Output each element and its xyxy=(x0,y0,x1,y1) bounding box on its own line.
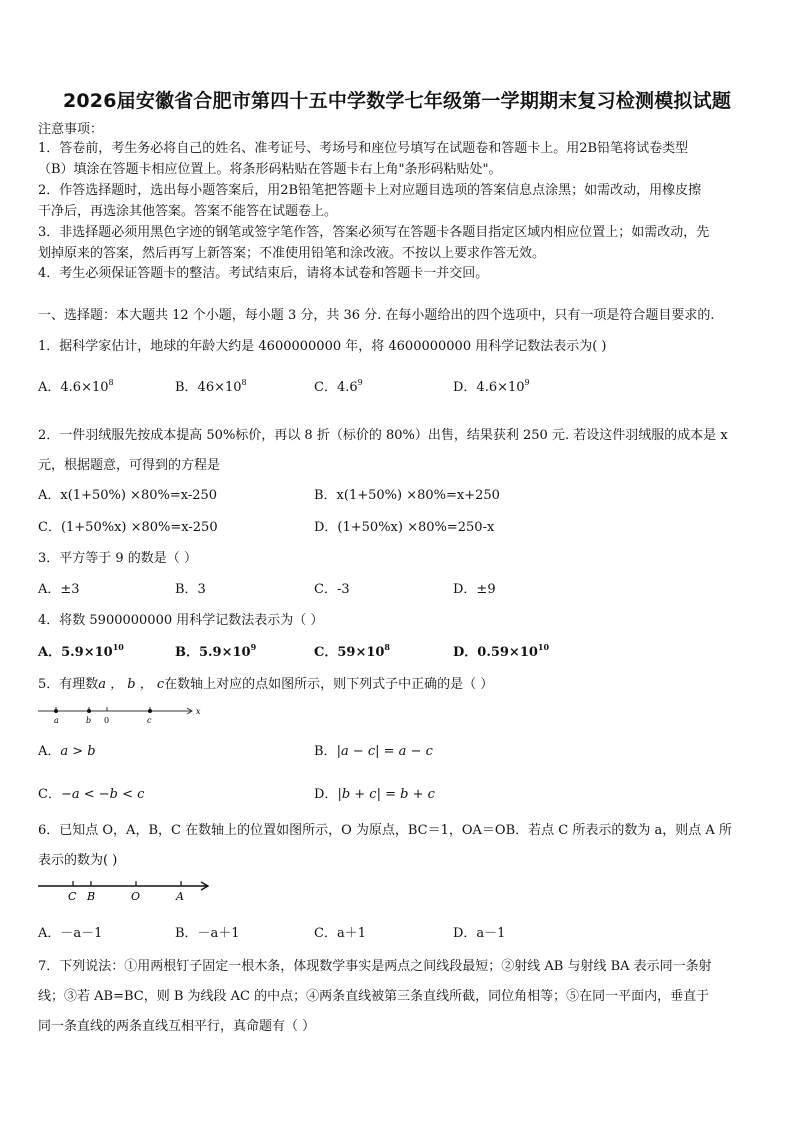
q3-option-d: D．±9 xyxy=(453,582,496,597)
q4-option-b: B．$5.9\times 10^9$ xyxy=(175,642,257,660)
q3-option-b: B．3 xyxy=(175,582,206,597)
q3-option-a: A．±3 xyxy=(38,582,80,597)
axis-label: b xyxy=(86,716,92,725)
q1-option-a: A．$4.6\times 10^8$ xyxy=(38,378,114,395)
q5-option-c: C．−a < −b < c xyxy=(38,787,145,802)
q2-stem-cont: 元，根据题意，可得到的方程是 xyxy=(38,458,221,473)
q5-option-b: B．|a − c| = a − c xyxy=(314,744,433,759)
notice-line: 3．非选择题必须用黑色字迹的钢笔或签字笔作答，答案必须写在答题卡各题目指定区域内相应位置上；如需改动，先 xyxy=(38,225,710,240)
axis-label: a xyxy=(54,716,59,725)
q5-number-line xyxy=(36,700,206,728)
axis-label: 0 xyxy=(104,716,110,725)
axis-label: O xyxy=(131,890,141,903)
q4-option-d: D．$0.59\times 10^{10}$ xyxy=(453,642,550,660)
notice-line: （B）填涂在答题卡相应位置上。将条形码粘贴在答题卡右上角"条形码粘贴处"。 xyxy=(38,162,502,177)
q6-number-line xyxy=(36,874,216,904)
q6-option-c: C．a＋1 xyxy=(314,926,366,941)
q6-stem: 6．已知点 O，A，B，C 在数轴上的位置如图所示，O 为原点，BC＝1，OA＝OB．若点 C 所表示的数为 a，则点 A 所 xyxy=(38,823,732,838)
q7-line: 7．下列说法：①用两根钉子固定一根木条，体现数学事实是两点之间线段最短；②射线 AB 与射线 BA 表示同一条射 xyxy=(38,959,712,974)
notice-line: 1．答卷前，考生务必将自己的姓名、准考证号、考场号和座位号填写在试题卷和答题卡上。用2B铅笔将试卷类型 xyxy=(38,141,689,156)
page-title: 2026届安徽省合肥市第四十五中学数学七年级第一学期期末复习检测模拟试题 xyxy=(62,90,732,112)
q4-option-c: C．$59\times 10^8$ xyxy=(314,642,390,660)
q6-option-a: A．－a－1 xyxy=(38,926,103,941)
q2-option-b: B．x(1+50%) ×80%=x+250 xyxy=(314,488,500,503)
notice-line: 4．考生必须保证答题卡的整洁。考试结束后，请将本试卷和答题卡一并交回。 xyxy=(38,266,489,281)
q7-line: 同一条直线的两条直线互相平行，真命题有（ ） xyxy=(38,1019,316,1034)
q4-stem: 4．将数 5900000000 用科学记数法表示为（ ） xyxy=(38,613,324,628)
q7-line: 线；③若 AB=BC，则 B 为线段 AC 的中点；④两条直线被第三条直线所截，同位角相等；⑤在同一平面内，垂直于 xyxy=(38,989,710,1004)
q6-option-b: B．－a＋1 xyxy=(175,926,240,941)
notice-line: 干净后，再选涂其他答案。答案不能答在试题卷上。 xyxy=(38,204,338,219)
q2-option-d: D．(1+50%x) ×80%=250-x xyxy=(314,520,495,535)
section-heading: 一、选择题：本大题共 12 个小题，每小题 3 分，共 36 分. 在每小题给出的四个选项中，只有一项是符合题目要求的. xyxy=(38,308,715,323)
notice-line: 划掉原来的答案，然后再写上新答案；不准使用铅笔和涂改液。不按以上要求作答无效。 xyxy=(38,246,546,261)
notice-heading: 注意事项： xyxy=(38,122,104,137)
point-b xyxy=(87,709,91,713)
q2-option-c: C．(1+50%x) ×80%=x-250 xyxy=(38,520,218,535)
point-a xyxy=(54,709,58,713)
q2-stem: 2．一件羽绒服先按成本提高 50%标价，再以 8 折（标价的 80%）出售，结果获利 250 元. 若设这件羽绒服的成本是 x xyxy=(38,428,728,443)
q1-option-d: D．$4.6\times 10^9$ xyxy=(453,378,530,395)
q5-option-d: D．|b + c| = b + c xyxy=(314,787,435,802)
q5-stem: 5．有理数a ， b ， c在数轴上对应的点如图所示，则下列式子中正确的是（ ） xyxy=(38,677,494,692)
q3-stem: 3．平方等于 9 的数是（ ） xyxy=(38,551,197,566)
q1-option-c: C．$4.6^9$ xyxy=(314,378,363,395)
q1-stem: 1．据科学家估计，地球的年龄大约是 4600000000 年，将 4600000000 用科学记数法表示为( ) xyxy=(38,339,607,354)
q6-stem-cont: 表示的数为( ) xyxy=(38,853,118,868)
q6-option-d: D．a－1 xyxy=(453,926,506,941)
q2-option-a: A．x(1+50%) ×80%=x-250 xyxy=(38,488,218,503)
axis-label: B xyxy=(87,890,96,903)
q1-option-b: B．$46\times 10^8$ xyxy=(175,378,247,395)
axis-label: x xyxy=(196,707,201,716)
axis-label: c xyxy=(147,716,152,725)
q5-option-a: A．a > b xyxy=(38,744,96,759)
point-c xyxy=(148,709,152,713)
q4-option-a: A．$5.9\times 10^{10}$ xyxy=(38,642,124,660)
axis-label: C xyxy=(68,890,77,903)
q3-option-c: C．-3 xyxy=(314,582,350,597)
notice-line: 2．作答选择题时，选出每小题答案后，用2B铅笔把答题卡上对应题目选项的答案信息点涂黑；如需改动，用橡皮擦 xyxy=(38,183,702,198)
axis-label: A xyxy=(176,890,184,903)
